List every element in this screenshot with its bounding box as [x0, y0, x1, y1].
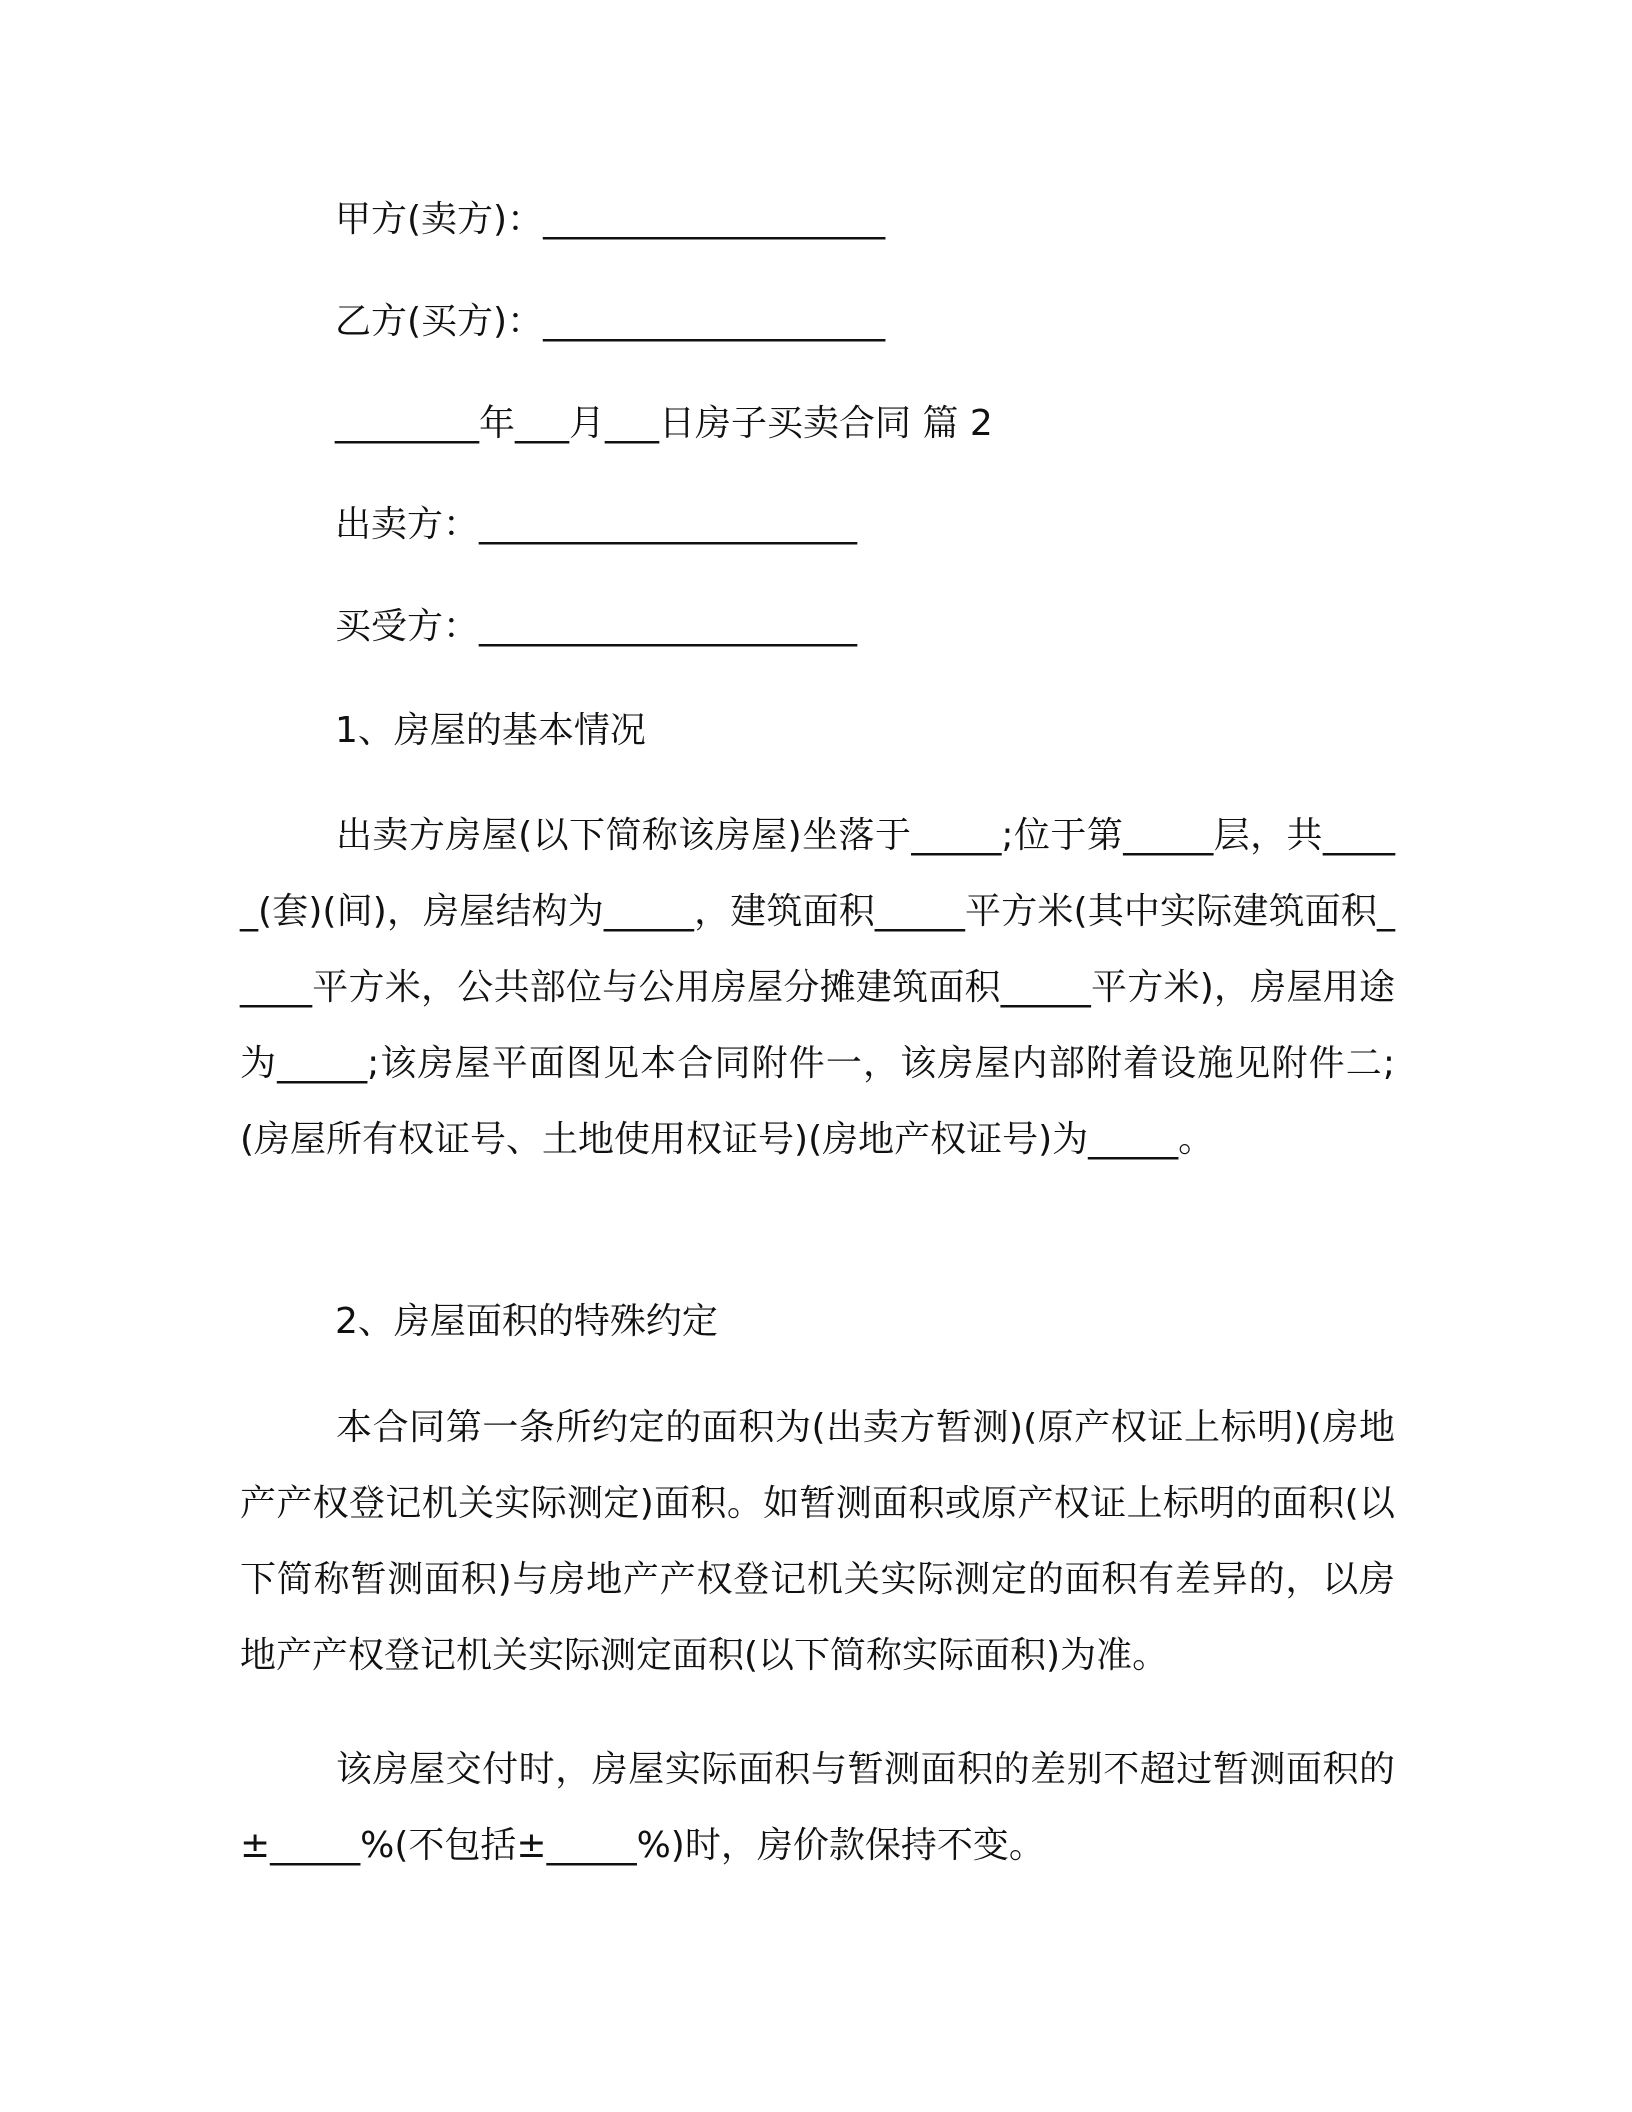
party-a-line: 甲方(卖方)：___________________ — [335, 199, 886, 240]
section2-heading: 2、房屋面积的特殊约定 — [335, 1301, 718, 1342]
section2-paragraph-1: 本合同第一条所约定的面积为(出卖方暂测)(原产权证上标明)(房地产产权登记机关实际测定)面积。如暂测面积或原产权证上标明的面积(以下简称暂测面积)与房地产产权登记机关实际测定的面积有差异的，以房地产产权登记机关实际测定面积(以下简称实际面积)为准。 — [240, 1407, 1395, 1676]
seller-line: 出卖方：_____________________ — [335, 504, 858, 545]
date-title-line: ________年___月___日房子买卖合同 篇 2 — [335, 403, 993, 444]
party-b-line: 乙方(买方)：___________________ — [335, 301, 886, 342]
section1-paragraph: 出卖方房屋(以下简称该房屋)坐落于_____;位于第_____层，共_____(套)(间)，房屋结构为_____，建筑面积_____平方米(其中实际建筑面积_____平方米，公共部位与公用房屋分摊建筑面积_____平方米)，房屋用途为_____;该房屋平面图见本合同附件一，该房屋内部附着设施见附件二;(房屋所有权证号、土地使用权证号)(房地产权证号)为_____。 — [240, 815, 1395, 1160]
section2-paragraph-2: 该房屋交付时，房屋实际面积与暂测面积的差别不超过暂测面积的±_____%(不包括±_____%)时，房价款保持不变。 — [240, 1749, 1395, 1866]
section1-heading: 1、房屋的基本情况 — [335, 710, 646, 751]
buyer-line: 买受方：_____________________ — [335, 606, 858, 647]
